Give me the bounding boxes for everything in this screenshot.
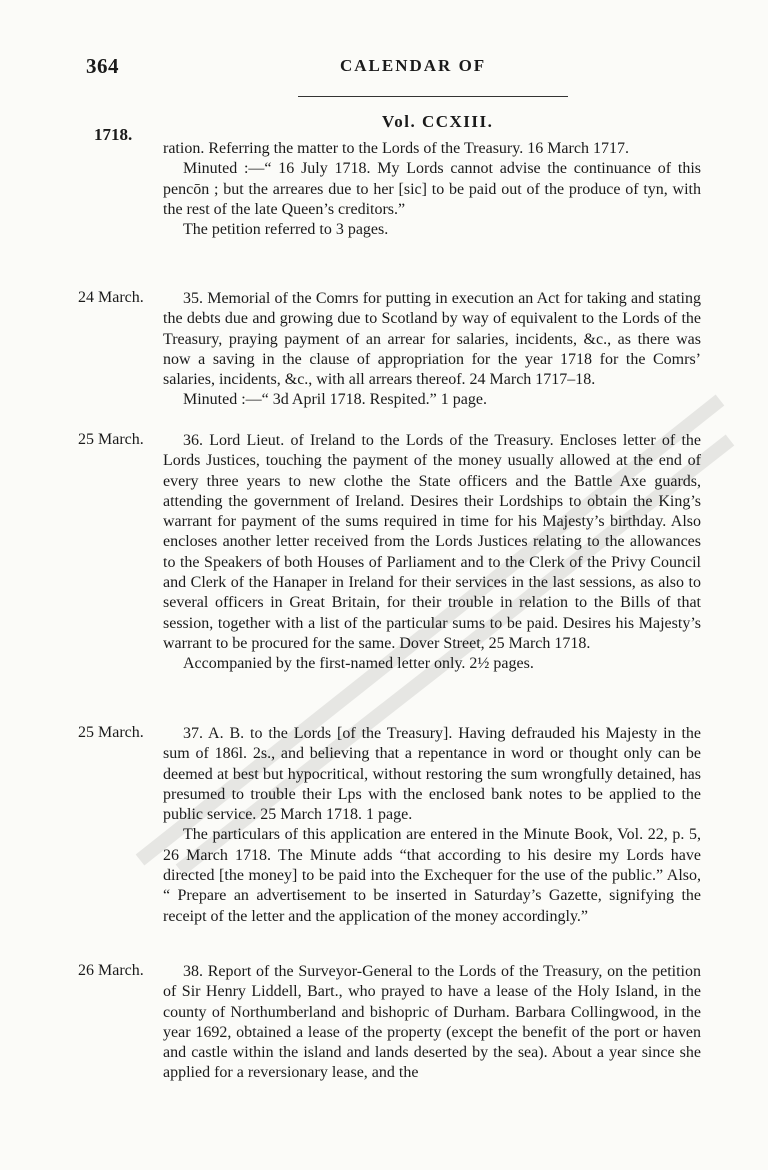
entry-paragraph: 38. Report of the Surveyor-General to the Lords of the Treasury, on the petition of Sir Henry Liddell, Bart., who prayed to have a lease of the Holy Island, in the county of Northumberland and bishopric of Durham. Barbara Collingwood, in the year 1692, obtained a lease of the property (except the benefit of the port or haven and castle within the island and lands deserted by the sea). About a year since she applied for a reversionary lease, and the — [163, 963, 701, 1082]
entry-37 — [163, 724, 701, 927]
entry-paragraph: 37. A. B. to the Lords [of the Treasury]. Having defrauded his Majesty in the sum of 186l. 2s., and believing that a repentance in word or thought only can be deemed at best but hypocritical, without restoring the sum wrongfully detained, has presumed to trouble their Lps with the enclosed bank notes to be applied to the public service. 25 March 1718. 1 page. — [163, 725, 701, 824]
page-number: 364 — [86, 54, 119, 78]
entry-paragraph: ration. Referring the matter to the Lords of the Treasury. 16 March 1717. — [163, 140, 629, 157]
margin-date: 26 March. — [78, 962, 144, 979]
entry-35 — [163, 289, 701, 411]
side-year: 1718. — [94, 125, 133, 144]
margin-date: 25 March. — [78, 431, 144, 448]
margin-date: 24 March. — [78, 289, 144, 306]
header-rule — [298, 96, 568, 97]
entry-paragraph: Minuted :—“ 16 July 1718. My Lords cannot advise the continuance of this pencōn ; but the arreares due to her [sic] to be paid out of the produce of tyn, with the rest of the late Queen’s creditors.” — [163, 160, 701, 218]
entry-paragraph: 36. Lord Lieut. of Ireland to the Lords of the Treasury. Encloses letter of the Lords Justices, touching the payment of the money usually allowed at the end of every three years to new clothe the State officers and the Battle Axe guards, attending the government of Ireland. Desires their Lordships to obtain the King’s warrant for payment of the sums required in time for his Majesty’s birthday. Also encloses another letter received from the Lords Justices relating to the allowances to the Speakers of both Houses of Parliament and to the Clerk of the Privy Council and Clerk of the Hanaper in Ireland for their services in the last sessions, as also to several officers in Great Britain, for their trouble in relation to the Bills of that session, together with a list of the particular sums to be paid. Desires his Majesty’s warrant to be procured for the same. Dover Street, 25 March 1718. — [163, 432, 701, 652]
margin-date: 25 March. — [78, 724, 144, 741]
volume-heading: Vol. CCXIII. — [382, 112, 494, 131]
entry-paragraph: Accompanied by the first-named letter only. 2½ pages. — [183, 655, 534, 673]
entry-continuation — [163, 139, 701, 240]
entry-paragraph: The particulars of this application are entered in the Minute Book, Vol. 22, p. 5, 26 March 1718. The Minute adds “that according to his desire my Lords have directed [the money] to be paid into the Exchequer for the use of the public.” Also, “ Prepare an advertisement to be inserted in Saturday’s Gazette, signifying the receipt of the letter and the application of the money accordingly.” — [163, 826, 701, 925]
entry-paragraph: The petition referred to 3 pages. — [183, 221, 389, 239]
running-title: CALENDAR OF — [340, 56, 487, 75]
entry-paragraph: 35. Memorial of the Comrs for putting in execution an Act for taking and stating the debts due and growing due to Scotland by way of equivalent to the Lords of the Treasury, praying payment of an arrear for salaries, incidents, &c., as there was now a saving in the clause of appropriation for the year 1718 for the Comrs’ salaries, incidents, &c., with all arrears thereof. 24 March 1717–18. — [163, 290, 701, 389]
entry-36 — [163, 431, 701, 675]
entry-paragraph: Minuted :—“ 3d April 1718. Respited.” 1 page. — [183, 391, 487, 409]
entry-38 — [163, 962, 701, 1084]
